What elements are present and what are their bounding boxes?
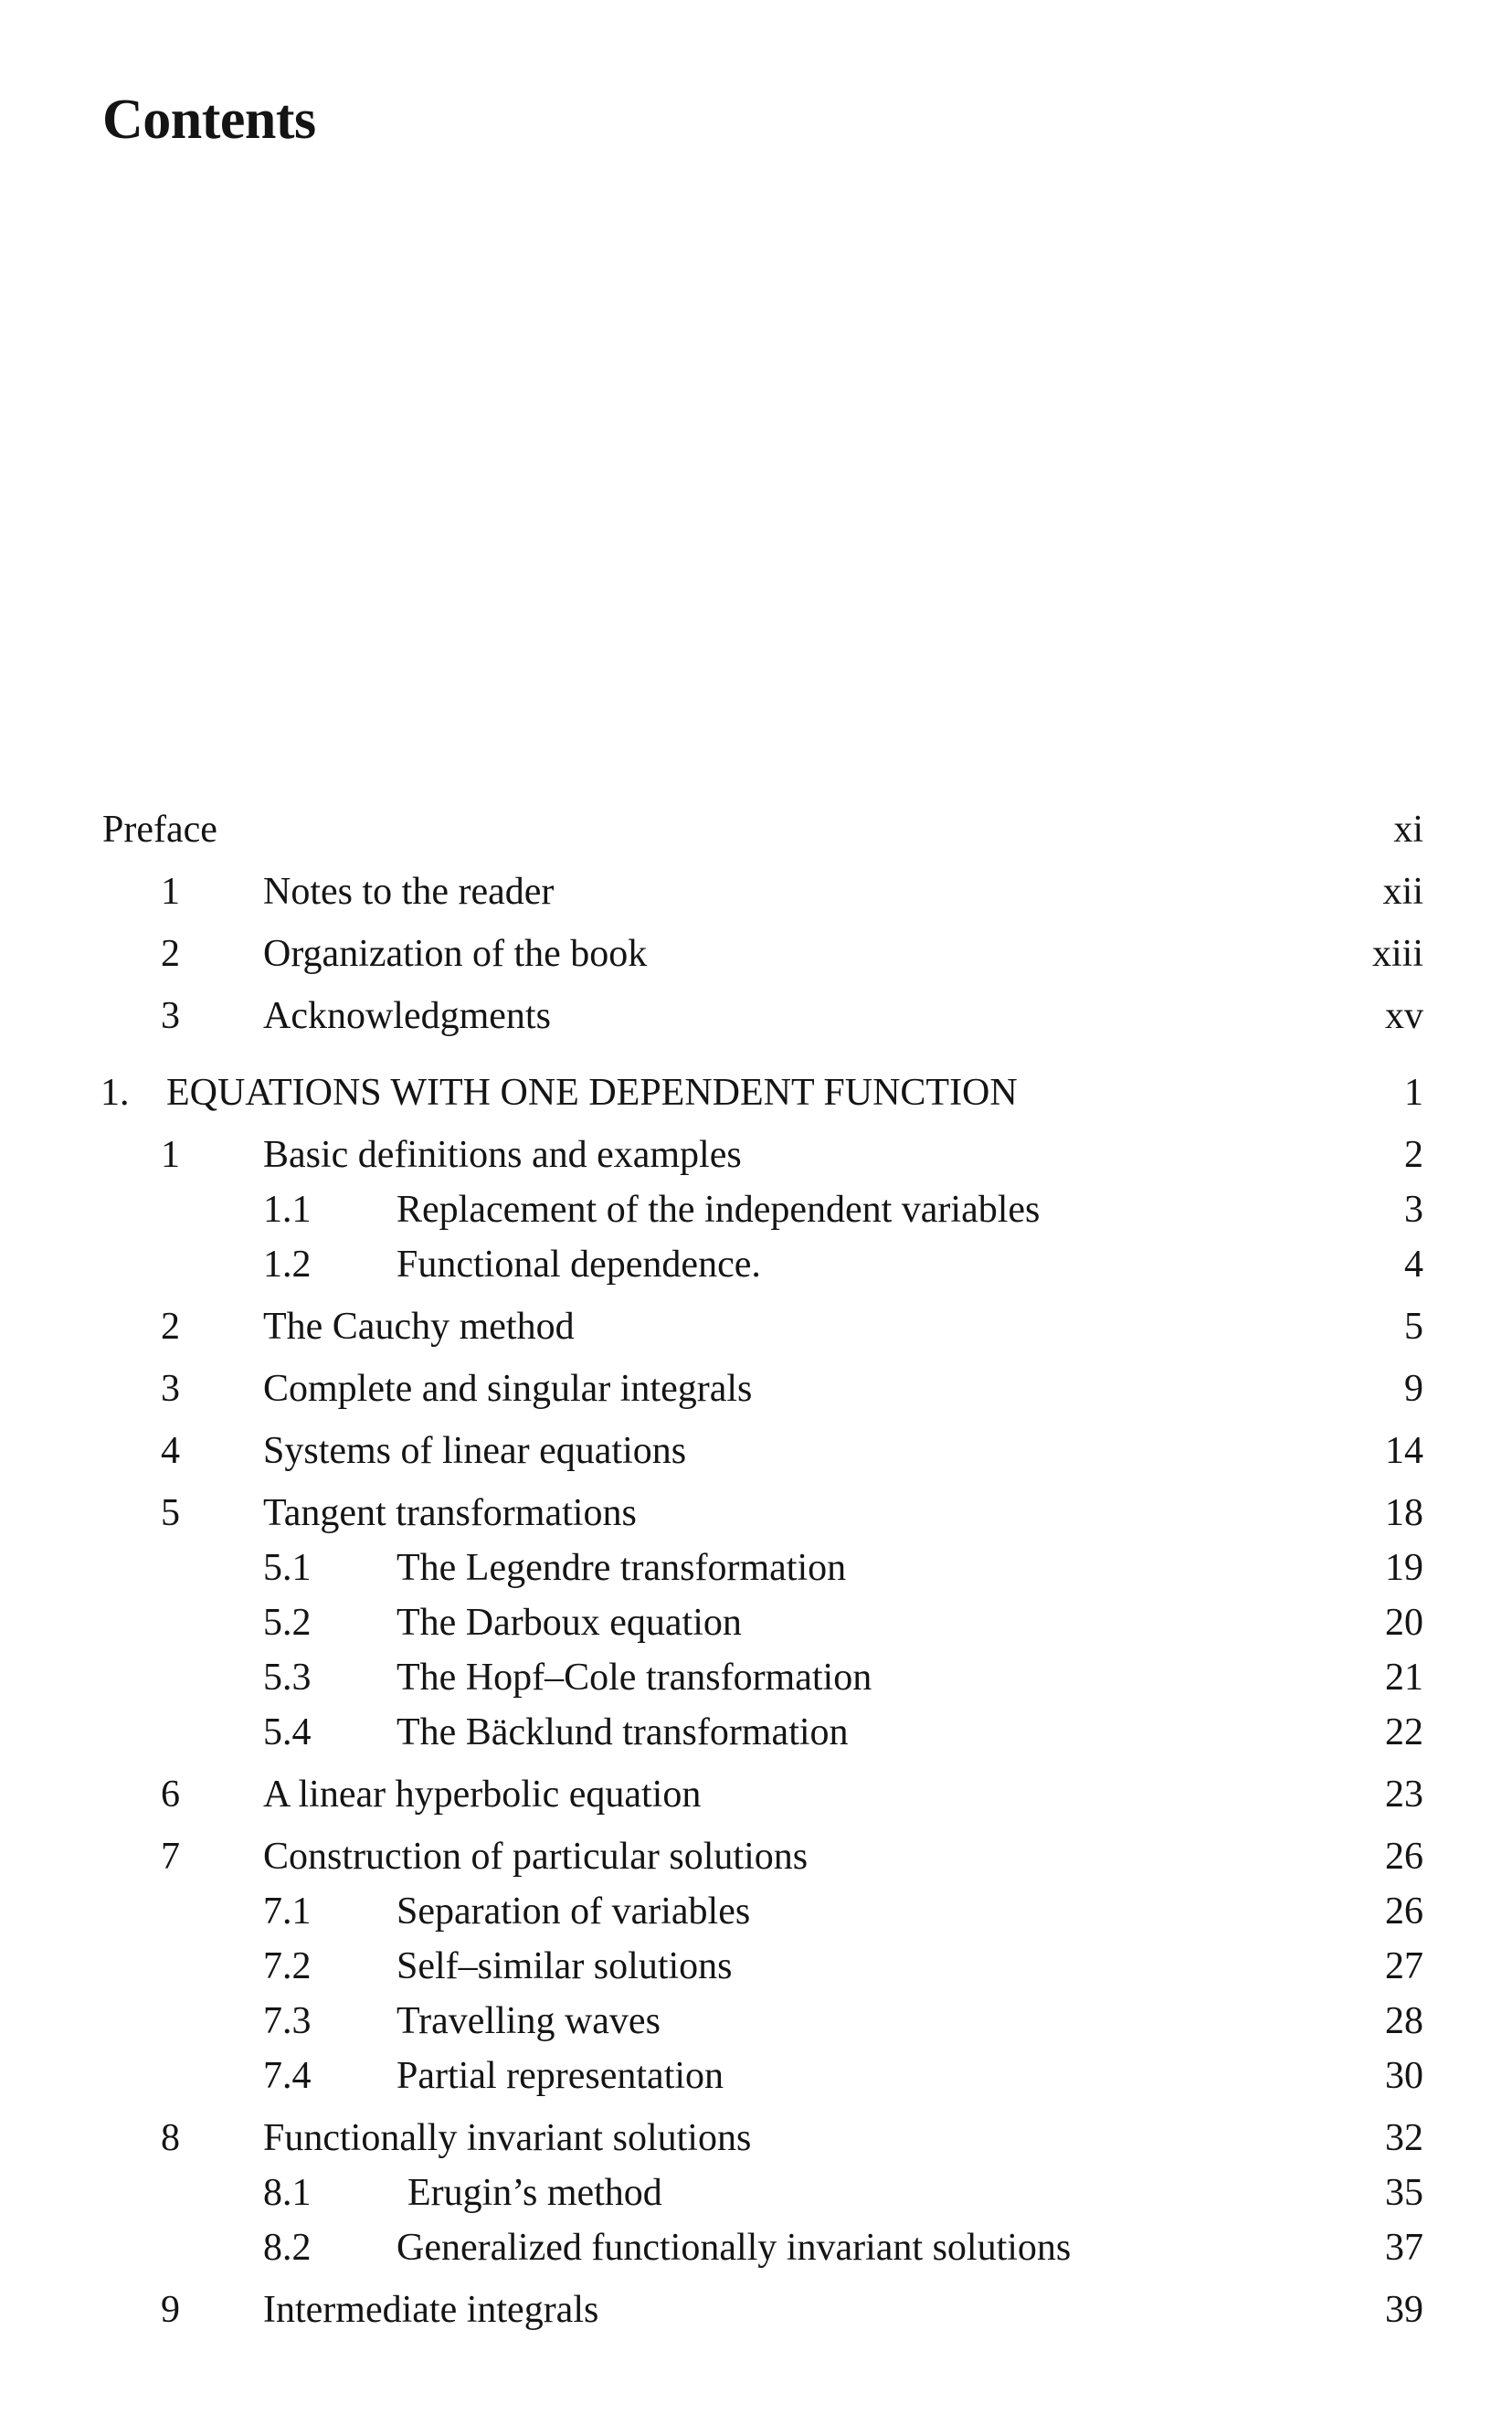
toc-entry-number: 1.	[100, 1072, 130, 1114]
toc-entry-label: Tangent transformations	[263, 1492, 637, 1534]
toc-entry-page: 4	[1404, 1244, 1423, 1286]
toc-entry-subsection[interactable]	[0, 1241, 1512, 1288]
toc-entry-section[interactable]	[0, 1365, 1512, 1413]
toc-entry-label: Acknowledgments	[263, 995, 551, 1037]
toc-entry-page: 28	[1385, 2000, 1423, 2042]
toc-entry-label: Systems of linear equations	[263, 1430, 687, 1472]
toc-entry-subsection[interactable]	[0, 1544, 1512, 1592]
toc-entry-label: The Bäcklund transformation	[397, 1711, 849, 1753]
toc-entry-number: 1.1	[263, 1189, 312, 1231]
toc-entry-label: Self–similar solutions	[397, 1945, 733, 1987]
toc-entry-label: Organization of the book	[263, 933, 648, 975]
toc-entry-number: 5.4	[263, 1711, 312, 1753]
toc-entry-number: 4	[161, 1430, 180, 1472]
toc-entry-subsection[interactable]	[0, 2052, 1512, 2100]
toc-entry-label: The Legendre transformation	[397, 1547, 847, 1589]
toc-entry-subsection[interactable]	[0, 1599, 1512, 1647]
toc-entry-page: 9	[1404, 1368, 1423, 1410]
toc-entry-label: Replacement of the independent variables	[397, 1189, 1041, 1231]
toc-entry-page: 19	[1385, 1547, 1423, 1589]
toc-entry-number: 8.1	[263, 2172, 312, 2214]
toc-entry-label: Functionally invariant solutions	[263, 2117, 752, 2159]
toc-entry-label: Partial representation	[397, 2055, 724, 2097]
toc-entry-page: xi	[1393, 809, 1423, 851]
toc-entry-page: 23	[1385, 1774, 1423, 1816]
toc-entry-label: The Darboux equation	[397, 1602, 742, 1644]
toc-entry-number: 7.3	[263, 2000, 312, 2042]
toc-entry-page: 37	[1385, 2227, 1423, 2269]
toc-entry-label: The Cauchy method	[263, 1306, 575, 1348]
toc-entry-number: 7	[161, 1836, 180, 1878]
toc-entry-page: xiii	[1371, 933, 1423, 975]
toc-entry-label: Construction of particular solutions	[263, 1836, 809, 1878]
toc-entry-label: Notes to the reader	[263, 871, 555, 913]
toc-entry-number: 1.2	[263, 1244, 312, 1286]
toc-entry-number: 5.1	[263, 1547, 312, 1589]
toc-entry-page: 35	[1385, 2172, 1423, 2214]
toc-entry-label: Basic definitions and examples	[263, 1134, 742, 1176]
toc-entry-page: 26	[1385, 1891, 1423, 1933]
toc-entry-label: A linear hyperbolic equation	[263, 1774, 702, 1816]
toc-entry-page: 20	[1385, 1602, 1423, 1644]
toc-entry-page: 26	[1385, 1836, 1423, 1878]
toc-entry-number: 3	[161, 995, 180, 1037]
toc-entry-label: Complete and singular integrals	[263, 1368, 753, 1410]
toc-entry-label: Erugin’s method	[407, 2172, 662, 2214]
toc-entry-number: 6	[161, 1774, 180, 1816]
toc-entry-number: 7.2	[263, 1945, 312, 1987]
toc-entry-acknowledgments[interactable]	[0, 992, 1512, 1040]
toc-entry-subsection[interactable]	[0, 2169, 1512, 2217]
toc-entry-number: 1	[161, 1134, 180, 1176]
toc-entry-page: xii	[1382, 871, 1423, 913]
page-title: Contents	[102, 89, 316, 151]
toc-entry-label: Functional dependence.	[397, 1244, 761, 1286]
toc-entry-section[interactable]	[0, 1489, 1512, 1537]
toc-entry-page: 18	[1385, 1492, 1423, 1534]
toc-entry-number: 5.3	[263, 1657, 312, 1699]
toc-entry-page: 32	[1385, 2117, 1423, 2159]
toc-entry-section[interactable]	[0, 1131, 1512, 1179]
toc-entry-label: The Hopf–Cole transformation	[397, 1657, 872, 1699]
toc-entry-label: Travelling waves	[397, 2000, 661, 2042]
toc-entry-number: 5.2	[263, 1602, 312, 1644]
toc-entry-number: 3	[161, 1368, 180, 1410]
toc-entry-page: xv	[1385, 995, 1423, 1037]
toc-entry-number: 2	[161, 1306, 180, 1348]
toc-entry-section[interactable]	[0, 1771, 1512, 1818]
toc-entry-section[interactable]	[0, 2114, 1512, 2162]
toc-entry-section[interactable]	[0, 1427, 1512, 1475]
toc-entry-organization[interactable]	[0, 930, 1512, 978]
toc-entry-number: 7.4	[263, 2055, 312, 2097]
toc-entry-subsection[interactable]	[0, 1709, 1512, 1756]
toc-entry-label: EQUATIONS WITH ONE DEPENDENT FUNCTION	[166, 1072, 1018, 1114]
toc-entry-number: 2	[161, 933, 180, 975]
toc-entry-subsection[interactable]	[0, 1943, 1512, 1990]
toc-entry-label: Intermediate integrals	[263, 2289, 599, 2331]
toc-entry-section[interactable]	[0, 2286, 1512, 2334]
toc-entry-label: Preface	[102, 809, 217, 851]
toc-entry-page: 27	[1385, 1945, 1423, 1987]
toc-entry-subsection[interactable]	[0, 1186, 1512, 1234]
toc-entry-page: 30	[1385, 2055, 1423, 2097]
toc-entry-number: 8	[161, 2117, 180, 2159]
toc-entry-page: 22	[1385, 1711, 1423, 1753]
toc-entry-page: 1	[1404, 1072, 1423, 1114]
toc-entry-page: 21	[1385, 1657, 1423, 1699]
toc-entry-page: 3	[1404, 1189, 1423, 1231]
toc-entry-label: Generalized functionally invariant solutions	[397, 2227, 1072, 2269]
toc-entry-number: 1	[161, 871, 180, 913]
toc-entry-notes-to-reader[interactable]	[0, 868, 1512, 916]
toc-entry-subsection[interactable]	[0, 2224, 1512, 2272]
toc-entry-subsection[interactable]	[0, 1654, 1512, 1701]
toc-entry-page: 14	[1385, 1430, 1423, 1472]
toc-entry-subsection[interactable]	[0, 1888, 1512, 1935]
toc-entry-number: 8.2	[263, 2227, 312, 2269]
toc-entry-preface[interactable]	[0, 806, 1512, 853]
toc-entry-page: 5	[1404, 1306, 1423, 1348]
toc-entry-page: 2	[1404, 1134, 1423, 1176]
toc-entry-number: 9	[161, 2289, 180, 2331]
toc-entry-section[interactable]	[0, 1833, 1512, 1880]
toc-entry-number: 7.1	[263, 1891, 312, 1933]
toc-entry-subsection[interactable]	[0, 1997, 1512, 2045]
toc-entry-label: Separation of variables	[397, 1891, 751, 1933]
toc-entry-section[interactable]	[0, 1303, 1512, 1350]
toc-entry-page: 39	[1385, 2289, 1423, 2331]
toc-entry-chapter-1[interactable]	[0, 1069, 1512, 1117]
toc-entry-number: 5	[161, 1492, 180, 1534]
